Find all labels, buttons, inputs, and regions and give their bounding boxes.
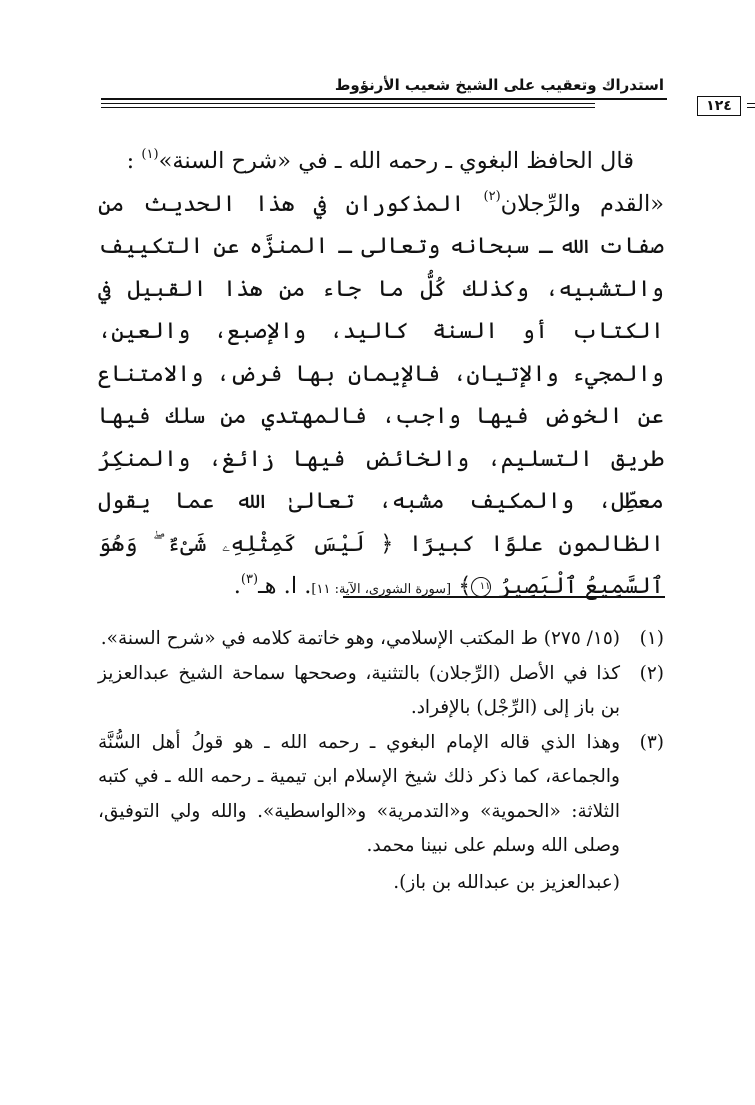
footnote-2	[98, 657, 664, 726]
footnote-text: (١٥/ ٢٧٥) ط المكتب الإسلامي، وهو خاتمة كلامه في «شرح السنة».	[100, 628, 620, 649]
quote-ending: . ا. هـ	[258, 573, 312, 599]
double-rule-left	[101, 103, 595, 108]
footnote-3	[98, 726, 664, 864]
quran-verse: ﴿ لَيْسَ كَمِثْلِهِۦ شَىْءٌ ۖ وَهُوَ ٱلسَّمِيعُ ٱلْبَصِيرُ	[98, 530, 664, 599]
footnote-text: وهذا الذي قاله الإمام البغوي ـ رحمه الله ـ هو قولُ أهل السُّنَّة والجماعة، كما ذكر ذلك شيخ الإسلام ابن تيمية ـ رحمه الله ـ في كتبه الثلاثة: «الحموية» و«التدمرية» و«الواسطية». والله ولي التوفيق، وصلى الله وسلم على نبينا محمد.	[98, 731, 620, 856]
footnotes	[98, 622, 664, 900]
quote-text: المذكوران في هذا الحديث من صفات الله ـ سبحانه وتعالى ـ المنزَّه عن التكييف والتشبيه، وكذلك كُلُّ ما جاء من هذا القبيل في الكتاب أو السنة كاليد، والإصبع، والعين، والمجيء والإتيان، فالإيمان بها فرض، والامتناع عن الخوض فيها واجب، فالمهتدي من سلك فيها طريق التسليم، والخائض فيها زائغ، والمنكِرُ معطِّل، والمكيف مشبه، تعالىٰ الله عما يقول الظالمون علوًا كبيرًا	[98, 190, 664, 557]
ending-dot: .	[233, 573, 241, 599]
intro-colon: :	[126, 148, 135, 174]
footnote-ref-1: (١)	[141, 146, 159, 162]
footnote-number: (١)	[639, 628, 664, 649]
intro-text: قال الحافظ البغوي ـ رحمه الله ـ في «شرح السنة»	[158, 148, 634, 174]
footnote-1	[98, 622, 664, 657]
footnote-number: (٢)	[639, 662, 664, 684]
signature: (عبدالعزيز بن عبدالله بن باز).	[393, 871, 620, 893]
surah-citation: [سورة الشورى، الآية: ١١]	[311, 582, 452, 597]
intro-line	[98, 140, 664, 183]
footnote-separator	[343, 596, 665, 598]
page-number: ١٢٤	[697, 96, 741, 116]
footnote-ref-2: (٢)	[483, 189, 501, 204]
footnote-text: كذا في الأصل (الرِّجلان) بالتثنية، وصححها سماحة الشيخ عبدالعزيز بن باز إلى (الرِّجْل) بالإفراد.	[98, 662, 620, 718]
quote-start: «القدم والرِّجلان	[500, 190, 664, 217]
main-text	[98, 140, 664, 612]
page-number-row	[101, 96, 732, 116]
footnote-ref-3: (٣)	[240, 571, 259, 587]
ayah-number-mark: ١١	[471, 577, 491, 597]
double-rule-right	[747, 103, 755, 108]
quran-close: ﴾	[458, 573, 472, 599]
quotation-paragraph	[98, 183, 664, 612]
footnote-number: (٣)	[639, 731, 664, 753]
running-title: استدراك وتعقيب على الشيخ شعيب الأرنؤوط	[334, 76, 664, 94]
